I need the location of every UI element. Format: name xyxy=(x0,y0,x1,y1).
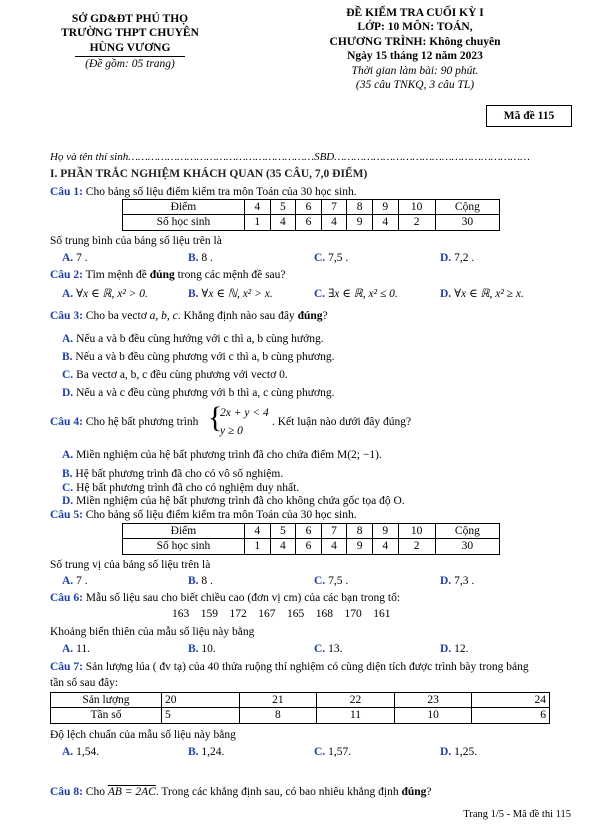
school-name: TRƯỜNG THPT CHUYÊN xyxy=(61,27,199,40)
option-text: ∃x ∈ ℝ, x² ≤ 0. xyxy=(328,288,398,300)
option-text: 1,25. xyxy=(454,746,478,758)
table-cell: 9 xyxy=(347,215,373,230)
q3-text-end: ? xyxy=(322,310,328,322)
q5-stem: Số trung vị của bảng số liệu trên là xyxy=(50,559,211,571)
table-cell: 7 xyxy=(321,524,347,539)
option-text: ∀x ∈ ℝ, x² > 0. xyxy=(76,288,148,300)
table-cell: 4 xyxy=(321,539,347,554)
q8-text-end: ? xyxy=(426,786,432,798)
q8-label: Câu 8: xyxy=(50,786,83,798)
option-letter: C. xyxy=(314,252,326,264)
q6-options xyxy=(62,642,562,656)
q4-equation-1: 2x + y < 4 xyxy=(220,407,269,419)
name-dots: ………………………………………………… xyxy=(128,151,315,163)
exam-header xyxy=(300,6,530,92)
table-cell: Số học sinh xyxy=(123,215,245,230)
table-cell: 9 xyxy=(372,524,398,539)
option-text: Nếu a và b đều cùng hướng với c thì a, b cùng hướng. xyxy=(76,333,324,345)
q8-emphasis: đúng xyxy=(401,786,427,798)
brace-icon: { xyxy=(208,401,223,434)
table-cell: 5 xyxy=(270,200,296,215)
option-letter: D. xyxy=(62,495,74,507)
table-cell: 2 xyxy=(398,215,435,230)
q1-options xyxy=(62,251,562,265)
section-title: I. PHẦN TRẮC NGHIỆM KHÁCH QUAN (35 CÂU, 7,0 ĐIỂM) xyxy=(50,168,368,180)
question-2 xyxy=(50,268,553,282)
school-header xyxy=(40,12,220,72)
table-cell: 6 xyxy=(296,539,322,554)
table-cell: 2 xyxy=(398,539,435,554)
table-cell: 30 xyxy=(435,539,499,554)
q4-option-a[interactable] xyxy=(62,448,382,462)
q6-text: Mẫu số liệu sau cho biết chiều cao (đơn vị cm) của các bạn trong tổ: xyxy=(85,592,401,604)
table-cell: 8 xyxy=(239,708,317,723)
exam-subject: LỚP: 10 MÔN: TOÁN, xyxy=(357,21,473,34)
table-cell: 4 xyxy=(372,215,398,230)
q6-option-b[interactable] xyxy=(188,642,216,656)
q6-option-c[interactable] xyxy=(314,642,342,656)
table-cell: Điểm xyxy=(123,200,245,215)
table-cell: 4 xyxy=(372,539,398,554)
table-cell: Điểm xyxy=(123,524,245,539)
option-letter: C. xyxy=(62,482,74,494)
student-info-line xyxy=(50,151,530,165)
table-cell: 23 xyxy=(394,693,472,708)
option-letter: A. xyxy=(62,333,74,345)
q6-label: Câu 6: xyxy=(50,592,83,604)
table-cell: 6 xyxy=(296,524,322,539)
table-cell: 11 xyxy=(317,708,395,723)
table-cell: 22 xyxy=(317,693,395,708)
q3-emphasis: đúng xyxy=(297,310,323,322)
option-text: 8 . xyxy=(201,575,213,587)
option-text: ∀x ∈ ℝ, x² ≥ x. xyxy=(454,288,524,300)
option-letter: D. xyxy=(440,643,452,655)
school-name-2: HÙNG VƯƠNG xyxy=(89,41,171,54)
q3-text-2: . Khẳng định nào sau đây xyxy=(177,310,295,322)
q7-options xyxy=(62,745,562,759)
table-cell: 1 xyxy=(244,539,270,554)
q1-label: Câu 1: xyxy=(50,186,83,198)
option-text: Nếu a và c đều cùng phương với b thì a, c cùng phương. xyxy=(76,387,335,399)
q7-stem: Độ lệch chuẩn của mẫu số liệu này bằng xyxy=(50,729,236,741)
table-cell: 9 xyxy=(372,200,398,215)
q1-option-c[interactable] xyxy=(314,251,348,265)
option-text: Miền nghiệm của hệ bất phương trình đã cho chứa điểm M(2; −1). xyxy=(76,449,382,461)
q4-label: Câu 4: xyxy=(50,416,83,428)
option-letter: B. xyxy=(188,575,199,587)
table-cell: 5 xyxy=(270,524,296,539)
exam-duration: Thời gian làm bài: 90 phút. xyxy=(351,64,479,77)
q7-label: Câu 7: xyxy=(50,661,83,673)
q3-option-c[interactable] xyxy=(62,368,288,382)
q5-options xyxy=(62,574,562,588)
q8-equation: AB = 2AC xyxy=(107,786,156,798)
option-letter: A. xyxy=(62,746,74,758)
question-7 xyxy=(50,660,563,674)
table-cell: 6 xyxy=(296,200,322,215)
q7-text-2: tần số sau đây: xyxy=(50,677,119,689)
q6-stem: Khoảng biến thiên của mẫu số liệu này bằng xyxy=(50,626,255,638)
department: SỞ GD&ĐT PHÚ THỌ xyxy=(71,13,189,25)
option-text: Nếu a và b đều cùng phương với c thì a, b cùng phương. xyxy=(75,351,335,363)
option-letter: C. xyxy=(314,288,326,300)
option-letter: D. xyxy=(440,746,452,758)
question-5 xyxy=(50,508,553,522)
q7-text: Sản lượng lúa ( đv tạ) của 40 thửa ruộng thí nghiệm có cùng diện tích được trình bày trong bảng xyxy=(85,661,529,673)
page-count-note: (Đề gồm: 05 trang) xyxy=(85,58,175,71)
option-text: 7,5 . xyxy=(328,252,349,264)
q3-label: Câu 3: xyxy=(50,310,83,322)
option-letter: C. xyxy=(314,575,326,587)
option-text: 7,5 . xyxy=(328,575,349,587)
option-text: Hệ bất phương trình đã cho có nghiệm duy nhất. xyxy=(76,482,300,494)
option-letter: C. xyxy=(62,369,74,381)
q2-option-a[interactable] xyxy=(62,287,148,301)
option-letter: A. xyxy=(62,288,74,300)
table-cell: 8 xyxy=(347,524,373,539)
table-cell: 7 xyxy=(321,200,347,215)
q5-score-table xyxy=(122,523,500,555)
q1-option-d[interactable] xyxy=(440,251,474,265)
table-cell: 8 xyxy=(347,200,373,215)
q7-option-d[interactable] xyxy=(440,745,477,759)
student-name-label: Họ và tên thí sinh xyxy=(50,151,129,163)
table-cell: 1 xyxy=(244,215,270,230)
table-cell: 21 xyxy=(239,693,317,708)
option-letter: B. xyxy=(62,351,73,363)
q2-option-c[interactable] xyxy=(314,287,398,301)
exam-date: Ngày 15 tháng 12 năm 2023 xyxy=(347,50,483,63)
option-letter: D. xyxy=(440,252,452,264)
table-cell: 4 xyxy=(270,215,296,230)
table-cell: 4 xyxy=(244,524,270,539)
q2-option-b[interactable] xyxy=(188,287,273,301)
table-cell: 4 xyxy=(321,215,347,230)
table-cell: 4 xyxy=(244,200,270,215)
option-letter: C. xyxy=(314,746,326,758)
option-letter: A. xyxy=(62,449,74,461)
q1-option-b[interactable] xyxy=(188,251,213,265)
exam-code-box: Mã đề 115 xyxy=(486,105,572,127)
table-cell: Cộng xyxy=(435,524,499,539)
sbd-dots: …………………………………………………… xyxy=(334,151,530,163)
q2-text-end: trong các mệnh đề sau? xyxy=(177,269,286,281)
option-text: 7 . xyxy=(76,575,88,587)
option-text: 7,2 . xyxy=(454,252,475,264)
table-cell: 10 xyxy=(394,708,472,723)
q4-option-b[interactable] xyxy=(62,467,283,481)
option-letter: A. xyxy=(62,575,74,587)
q1-stem: Số trung bình của bảng số liệu trên là xyxy=(50,235,222,247)
option-text: 1,57. xyxy=(328,746,352,758)
option-letter: A. xyxy=(62,643,74,655)
q2-emphasis: đúng xyxy=(149,269,175,281)
q5-option-a[interactable] xyxy=(62,574,88,588)
table-cell: Cộng xyxy=(435,200,499,215)
option-letter: D. xyxy=(62,387,74,399)
option-letter: A. xyxy=(62,252,74,264)
q5-option-c[interactable] xyxy=(314,574,348,588)
table-cell: Số học sinh xyxy=(123,539,245,554)
question-8 xyxy=(50,785,432,799)
q4-text-2: . Kết luận nào dưới đây đúng? xyxy=(272,416,412,428)
q4-text: Cho hệ bất phương trình xyxy=(85,416,199,428)
q7-option-c[interactable] xyxy=(314,745,351,759)
q2-text: Tìm mệnh đề xyxy=(85,269,147,281)
q3-option-b[interactable] xyxy=(62,350,334,364)
q5-label: Câu 5: xyxy=(50,509,83,521)
q6-data: 163 159 172 167 165 168 170 161 xyxy=(172,608,391,620)
table-cell: 6 xyxy=(472,708,550,723)
option-text: Ba vectơ a, b, c đều cùng phương với vectơ 0. xyxy=(76,369,288,381)
q4-equation-2: y ≥ 0 xyxy=(220,425,243,437)
q4-option-d[interactable] xyxy=(62,494,405,508)
option-letter: B. xyxy=(188,252,199,264)
option-text: Miền nghiệm của hệ bất phương trình đã cho không chứa gốc tọa độ O. xyxy=(76,495,405,507)
question-1 xyxy=(50,185,553,199)
q7-option-b[interactable] xyxy=(188,745,224,759)
q3-vectors: a, b, c xyxy=(149,310,178,322)
option-letter: B. xyxy=(188,746,199,758)
option-text: ∀x ∈ ℕ, x² > x. xyxy=(201,288,273,300)
table-cell: 5 xyxy=(162,708,240,723)
option-letter: B. xyxy=(188,643,199,655)
option-letter: B. xyxy=(62,468,73,480)
option-text: 11. xyxy=(76,643,91,655)
table-cell: 20 xyxy=(162,693,240,708)
q1-option-a[interactable] xyxy=(62,251,88,265)
q6-option-d[interactable] xyxy=(440,642,468,656)
q1-score-table xyxy=(122,199,500,231)
question-6 xyxy=(50,591,553,605)
option-text: 12. xyxy=(454,643,469,655)
table-cell: 24 xyxy=(472,693,550,708)
exam-structure: (35 câu TNKQ, 3 câu TL) xyxy=(355,78,475,91)
q1-text: Cho bảng số liệu điểm kiểm tra môn Toán của 30 học sinh. xyxy=(85,186,357,198)
table-cell: 4 xyxy=(270,539,296,554)
table-cell: 10 xyxy=(398,200,435,215)
table-cell: 9 xyxy=(347,539,373,554)
option-letter: B. xyxy=(188,288,199,300)
option-text: 8 . xyxy=(201,252,213,264)
q2-options xyxy=(62,287,562,301)
sbd-label: SBD xyxy=(314,151,335,163)
table-cell: 10 xyxy=(398,524,435,539)
q5-text: Cho bảng số liệu điểm kiểm tra môn Toán của 30 học sinh. xyxy=(85,509,357,521)
q2-label: Câu 2: xyxy=(50,269,83,281)
option-text: 7,3 . xyxy=(454,575,475,587)
option-text: 13. xyxy=(328,643,343,655)
q6-option-a[interactable] xyxy=(62,642,90,656)
option-letter: C. xyxy=(314,643,326,655)
page-footer: Trang 1/5 - Mã đề thi 115 xyxy=(463,809,571,820)
q8-text-2: . Trong các khẳng định sau, có bao nhiêu khẳng định xyxy=(155,786,399,798)
q3-text: Cho ba vectơ xyxy=(85,310,147,322)
q7-frequency-table xyxy=(50,692,550,724)
q5-option-b[interactable] xyxy=(188,574,213,588)
exam-program: CHƯƠNG TRÌNH: Không chuyên xyxy=(329,35,501,48)
q3-option-d[interactable] xyxy=(62,386,334,400)
table-cell: Tần số xyxy=(51,708,162,723)
option-text: 10. xyxy=(201,643,216,655)
q8-text: Cho xyxy=(85,786,105,798)
q5-option-d[interactable] xyxy=(440,574,474,588)
q2-option-d[interactable] xyxy=(440,287,524,301)
option-text: 1,54. xyxy=(76,746,100,758)
table-cell: Sản lượng xyxy=(51,693,162,708)
option-letter: D. xyxy=(440,288,452,300)
exam-title: ĐỀ KIỂM TRA CUỐI KỲ I xyxy=(346,7,484,19)
option-letter: D. xyxy=(440,575,452,587)
question-3 xyxy=(50,309,553,323)
option-text: 1,24. xyxy=(201,746,225,758)
question-4 xyxy=(50,415,198,429)
option-text: 7 . xyxy=(76,252,88,264)
table-cell: 30 xyxy=(435,215,499,230)
table-cell: 6 xyxy=(296,215,322,230)
option-text: Hệ bất phương trình đã cho có vô số nghiệm. xyxy=(75,468,284,480)
q3-option-a[interactable] xyxy=(62,332,324,346)
q7-option-a[interactable] xyxy=(62,745,99,759)
